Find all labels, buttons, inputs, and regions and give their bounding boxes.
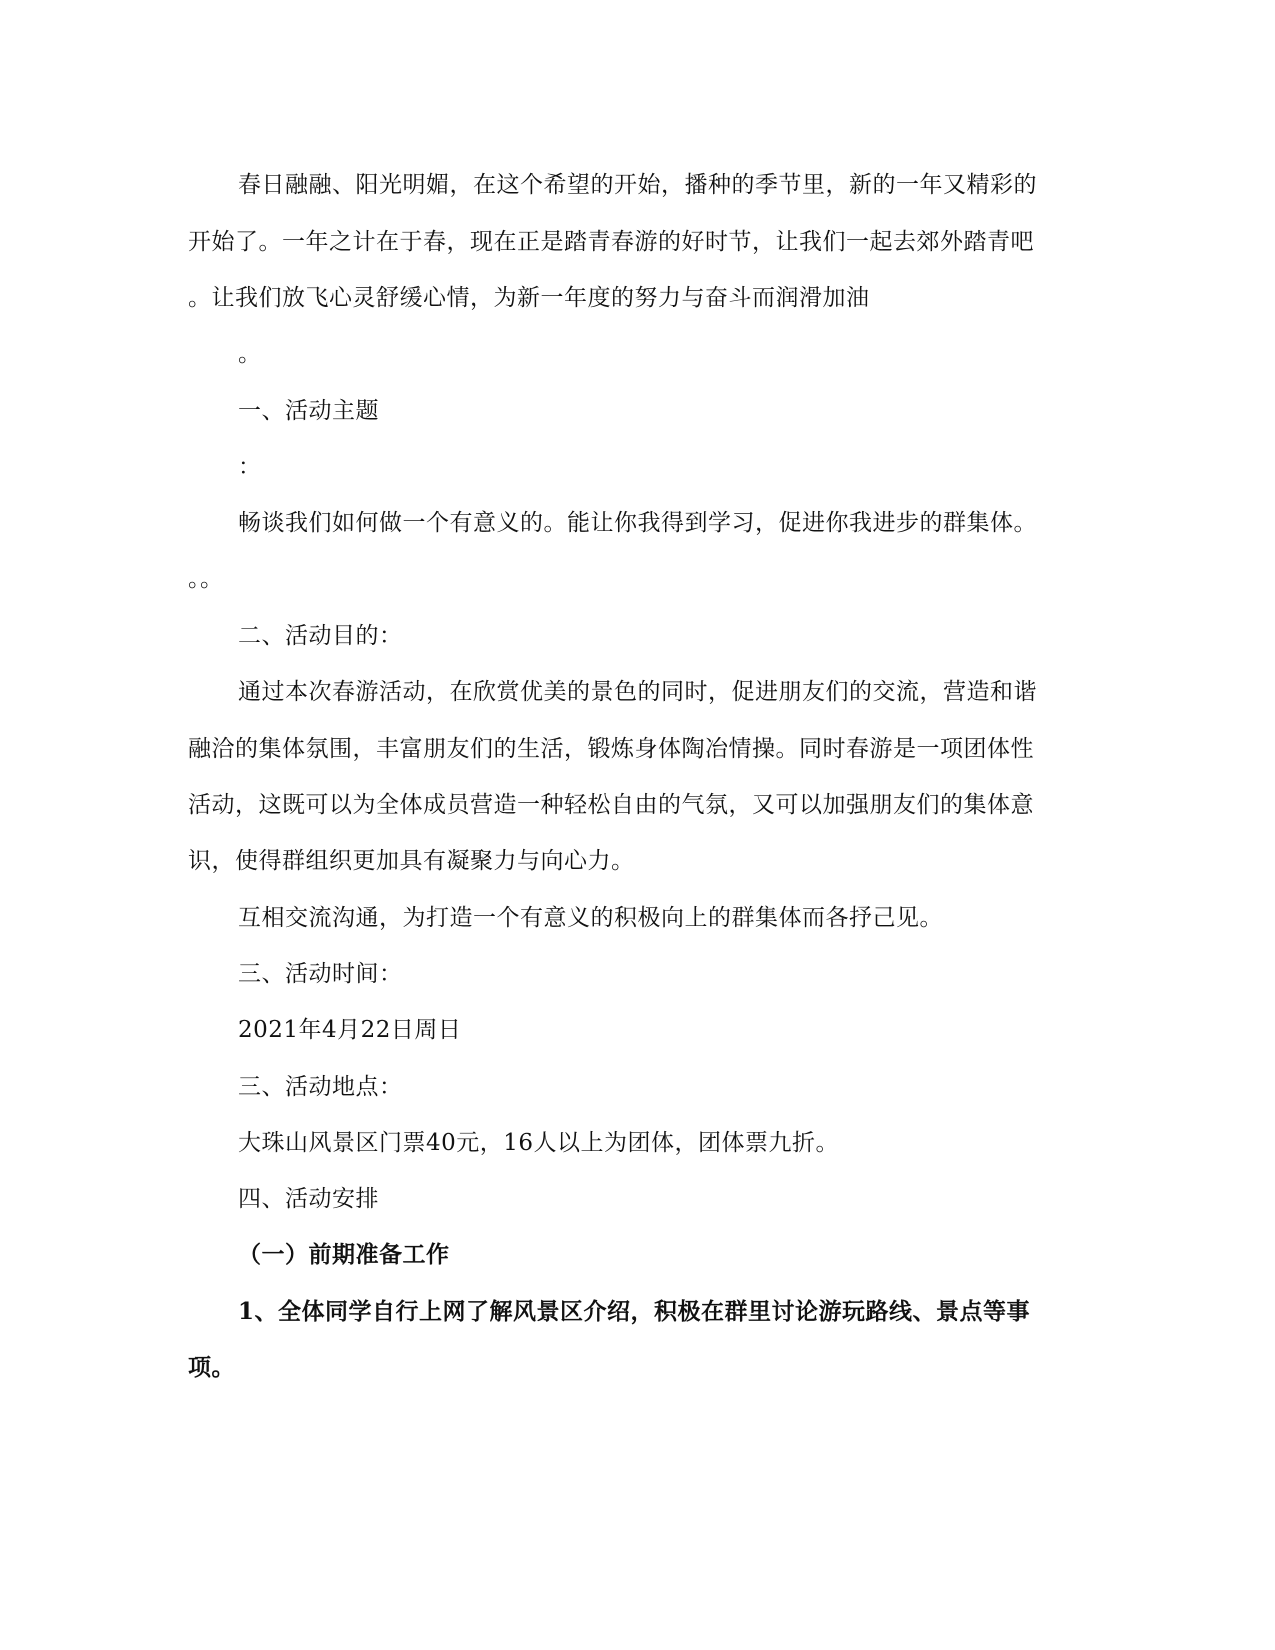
intro-paragraph-line-3: 。让我们放飞心灵舒缓心情，为新一年度的努力与奋斗而润滑加油: [188, 285, 870, 311]
section-theme-tail: 。。: [188, 566, 224, 592]
intro-paragraph-line-2: 开始了。一年之计在于春，现在正是踏青春游的好时节，让我们一起去郊外踏青吧: [188, 229, 1034, 255]
section-time-value: 2021年4月22日周日: [238, 1017, 462, 1043]
section-theme-colon: ：: [238, 454, 262, 480]
section-theme-heading: 一、活动主题: [238, 398, 379, 424]
intro-paragraph-line-1: 春日融融、阳光明媚，在这个希望的开始，播种的季节里，新的一年又精彩的: [238, 172, 1037, 198]
section-purpose-line-3: 活动，这既可以为全体成员营造一种轻松自由的气氛，又可以加强朋友们的集体意: [188, 792, 1034, 818]
section-purpose-heading: 二、活动目的：: [238, 623, 403, 649]
section-arrangement-heading: 四、活动安排: [238, 1186, 379, 1212]
arrangement-item-1-line-2: 项。: [188, 1354, 235, 1381]
section-theme-body: 畅谈我们如何做一个有意义的。能让你我得到学习，促进你我进步的群集体。: [238, 510, 1037, 536]
section-location-heading: 三、活动地点：: [238, 1074, 403, 1100]
section-purpose-line-4: 识，使得群组织更加具有凝聚力与向心力。: [188, 848, 635, 874]
section-purpose-line-1: 通过本次春游活动，在欣赏优美的景色的同时，促进朋友们的交流，营造和谐: [238, 679, 1037, 705]
section-purpose-line-5: 互相交流沟通，为打造一个有意义的积极向上的群集体而各抒己见。: [238, 905, 943, 931]
intro-paragraph-line-4: 。: [238, 341, 262, 367]
arrangement-item-1-line-1: 1、全体同学自行上网了解风景区介绍，积极在群里讨论游玩路线、景点等事: [238, 1298, 1031, 1325]
section-location-value: 大珠山风景区门票40元，16人以上为团体，团体票九折。: [238, 1130, 840, 1156]
section-time-heading: 三、活动时间：: [238, 961, 403, 987]
section-arrangement-subheading: （一）前期准备工作: [238, 1241, 450, 1268]
section-purpose-line-2: 融洽的集体氛围，丰富朋友们的生活，锻炼身体陶冶情操。同时春游是一项团体性: [188, 736, 1034, 762]
